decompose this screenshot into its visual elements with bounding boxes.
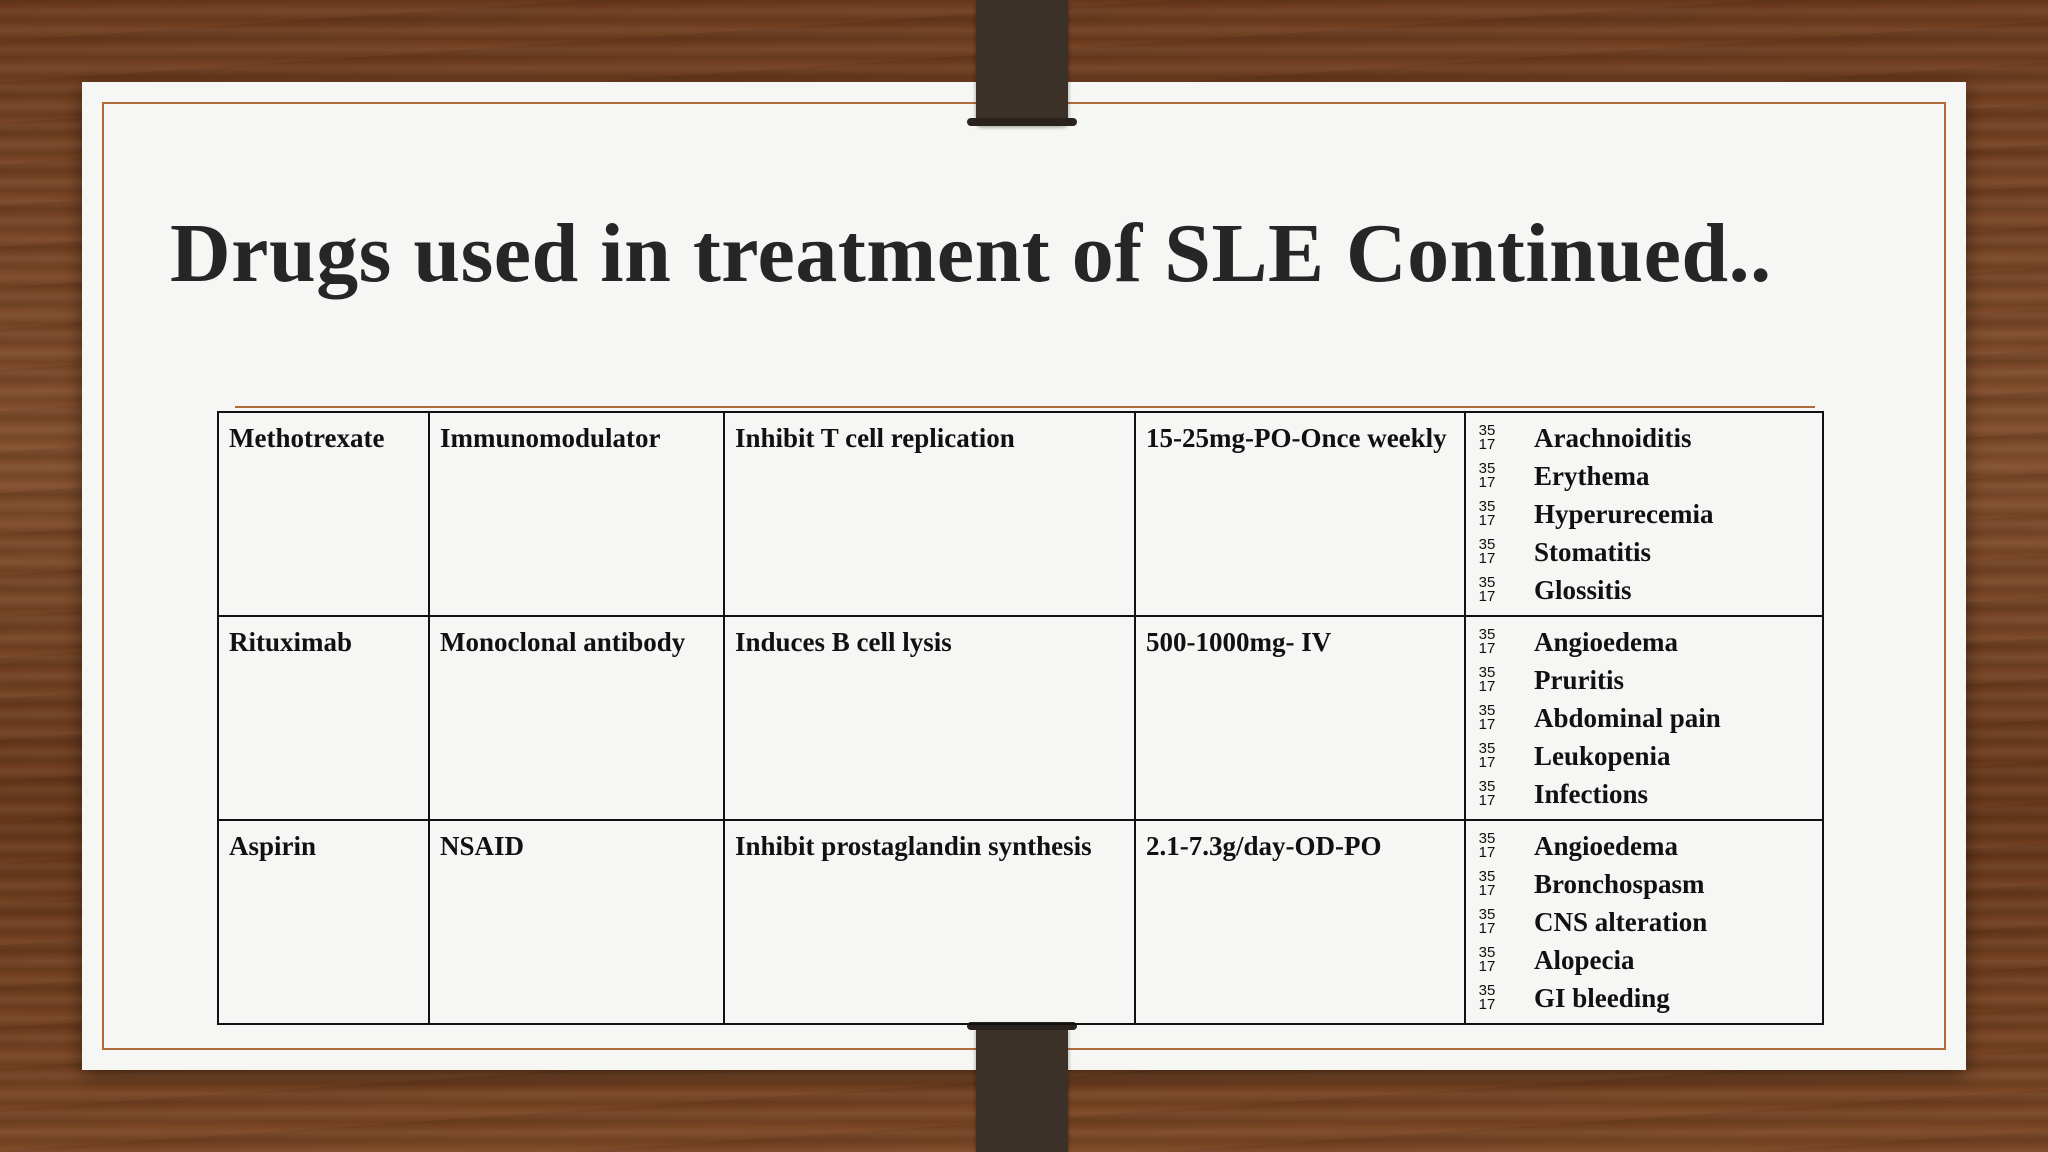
side-effect-item: 35 17 Erythema xyxy=(1476,457,1812,495)
side-effect-item: 35 17 Glossitis xyxy=(1476,571,1812,609)
slide-title: Drugs used in treatment of SLE Continued.. xyxy=(170,207,1772,300)
bullet-icon: 35 17 xyxy=(1478,536,1496,567)
top-clip-lip xyxy=(967,118,1077,126)
side-effect-item: 35 17 Stomatitis xyxy=(1476,533,1812,571)
drug-name-cell: Aspirin xyxy=(218,820,429,1024)
bullet-icon: 35 17 xyxy=(1478,830,1496,861)
drug-table xyxy=(217,411,1824,1025)
side-effect-item: 35 17 Bronchospasm xyxy=(1476,865,1812,903)
dose-cell: 15-25mg-PO-Once weekly xyxy=(1135,412,1465,616)
drug-name-cell: Methotrexate xyxy=(218,412,429,616)
side-effect-item: 35 17 Hyperurecemia xyxy=(1476,495,1812,533)
dose-cell: 2.1-7.3g/day-OD-PO xyxy=(1135,820,1465,1024)
dose-cell: 500-1000mg- IV xyxy=(1135,616,1465,820)
drug-class-cell: Monoclonal antibody xyxy=(429,616,724,820)
side-effect-item: 35 17 Alopecia xyxy=(1476,941,1812,979)
side-effects-cell xyxy=(1465,412,1823,616)
side-effect-item: 35 17 Leukopenia xyxy=(1476,737,1812,775)
bullet-icon: 35 17 xyxy=(1478,702,1496,733)
mechanism-cell: Inhibit prostaglandin synthesis xyxy=(724,820,1135,1024)
bullet-icon: 35 17 xyxy=(1478,740,1496,771)
title-divider xyxy=(235,406,1815,408)
bullet-icon: 35 17 xyxy=(1478,664,1496,695)
mechanism-cell: Inhibit T cell replication xyxy=(724,412,1135,616)
drug-class-cell: NSAID xyxy=(429,820,724,1024)
bullet-icon: 35 17 xyxy=(1478,944,1496,975)
bottom-clip xyxy=(976,1024,1068,1152)
side-effect-item: 35 17 Angioedema xyxy=(1476,623,1812,661)
mechanism-cell: Induces B cell lysis xyxy=(724,616,1135,820)
side-effect-item: 35 17 CNS alteration xyxy=(1476,903,1812,941)
drug-name-cell: Rituximab xyxy=(218,616,429,820)
drug-class-cell: Immunomodulator xyxy=(429,412,724,616)
bullet-icon: 35 17 xyxy=(1478,868,1496,899)
bullet-icon: 35 17 xyxy=(1478,626,1496,657)
table-row xyxy=(218,412,1823,616)
side-effects-cell xyxy=(1465,820,1823,1024)
bullet-icon: 35 17 xyxy=(1478,982,1496,1013)
side-effect-item: 35 17 Infections xyxy=(1476,775,1812,813)
bullet-icon: 35 17 xyxy=(1478,460,1496,491)
side-effect-item: 35 17 Pruritis xyxy=(1476,661,1812,699)
table-row xyxy=(218,616,1823,820)
bullet-icon: 35 17 xyxy=(1478,906,1496,937)
table-row xyxy=(218,820,1823,1024)
bullet-icon: 35 17 xyxy=(1478,778,1496,809)
side-effect-item: 35 17 Angioedema xyxy=(1476,827,1812,865)
side-effects-cell xyxy=(1465,616,1823,820)
bullet-icon: 35 17 xyxy=(1478,422,1496,453)
side-effect-item: 35 17 Arachnoiditis xyxy=(1476,419,1812,457)
side-effect-item: 35 17 Abdominal pain xyxy=(1476,699,1812,737)
bullet-icon: 35 17 xyxy=(1478,498,1496,529)
side-effect-item: 35 17 GI bleeding xyxy=(1476,979,1812,1017)
bullet-icon: 35 17 xyxy=(1478,574,1496,605)
top-clip xyxy=(976,0,1068,125)
